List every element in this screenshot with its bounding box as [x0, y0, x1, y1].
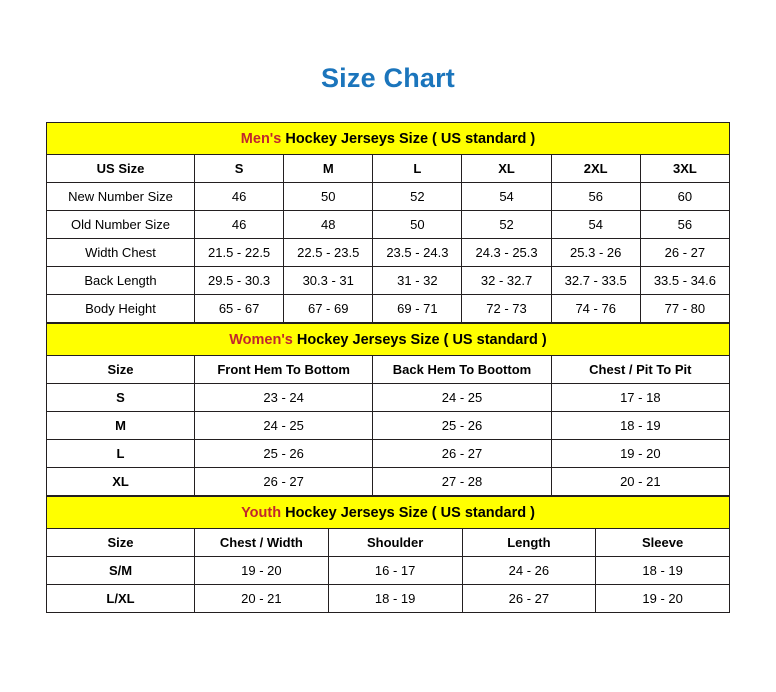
mens-col-3: L: [373, 155, 462, 183]
mens-row-0-cell-3: 54: [462, 183, 551, 211]
table-row: [47, 412, 730, 440]
mens-col-0: US Size: [47, 155, 195, 183]
womens-row-3-cell-2: 20 - 21: [551, 468, 729, 496]
womens-row-0-cell-2: 17 - 18: [551, 384, 729, 412]
youth-row-1-cell-1: 18 - 19: [328, 585, 462, 613]
mens-row-4-label: Body Height: [47, 295, 195, 323]
mens-col-2: M: [284, 155, 373, 183]
womens-row-3-cell-0: 26 - 27: [195, 468, 373, 496]
mens-row-1-cell-4: 54: [551, 211, 640, 239]
mens-row-2-cell-3: 24.3 - 25.3: [462, 239, 551, 267]
mens-row-4-cell-0: 65 - 67: [195, 295, 284, 323]
womens-header-accent: Women's: [229, 331, 293, 348]
mens-row-0-cell-1: 50: [284, 183, 373, 211]
mens-row-3-label: Back Length: [47, 267, 195, 295]
mens-row-3-cell-1: 30.3 - 31: [284, 267, 373, 295]
table-row: [47, 384, 730, 412]
mens-row-3-cell-2: 31 - 32: [373, 267, 462, 295]
mens-row-3-cell-0: 29.5 - 30.3: [195, 267, 284, 295]
mens-col-6: 3XL: [640, 155, 729, 183]
mens-col-5: 2XL: [551, 155, 640, 183]
mens-row-2-cell-1: 22.5 - 23.5: [284, 239, 373, 267]
mens-column-header-row: [47, 155, 730, 183]
mens-row-0-cell-2: 52: [373, 183, 462, 211]
youth-row-1-cell-0: 20 - 21: [195, 585, 329, 613]
page-title: Size Chart: [320, 63, 456, 93]
mens-row-1-label: Old Number Size: [47, 211, 195, 239]
mens-row-4-cell-4: 74 - 76: [551, 295, 640, 323]
youth-row-0-cell-0: 19 - 20: [195, 557, 329, 585]
youth-col-1: Chest / Width: [195, 529, 329, 557]
youth-col-0: Size: [47, 529, 195, 557]
mens-row-0-cell-0: 46: [195, 183, 284, 211]
youth-row-0-label: S/M: [47, 557, 195, 585]
womens-row-0-cell-1: 24 - 25: [373, 384, 551, 412]
mens-row-1-cell-5: 56: [640, 211, 729, 239]
youth-section-header-row: [47, 497, 730, 529]
womens-row-1-label: M: [47, 412, 195, 440]
youth-row-0-cell-1: 16 - 17: [328, 557, 462, 585]
table-row: [47, 267, 730, 295]
youth-header-accent: Youth: [241, 504, 282, 521]
youth-size-table: [46, 496, 730, 613]
mens-section-header: [47, 123, 730, 155]
table-row: [47, 211, 730, 239]
womens-row-1-cell-0: 24 - 25: [195, 412, 373, 440]
youth-row-0-cell-3: 18 - 19: [596, 557, 730, 585]
womens-row-1-cell-1: 25 - 26: [373, 412, 551, 440]
womens-col-1: Front Hem To Bottom: [195, 356, 373, 384]
mens-header-rest: Hockey Jerseys Size ( US standard ): [281, 130, 536, 147]
table-row: [47, 585, 730, 613]
mens-size-table: [46, 122, 730, 323]
mens-row-3-cell-3: 32 - 32.7: [462, 267, 551, 295]
mens-row-3-cell-4: 32.7 - 33.5: [551, 267, 640, 295]
youth-col-3: Length: [462, 529, 596, 557]
mens-row-1-cell-3: 52: [462, 211, 551, 239]
table-row: [47, 295, 730, 323]
mens-row-2-cell-2: 23.5 - 24.3: [373, 239, 462, 267]
youth-row-1-label: L/XL: [47, 585, 195, 613]
size-tables: [46, 94, 730, 613]
mens-row-4-cell-2: 69 - 71: [373, 295, 462, 323]
mens-col-4: XL: [462, 155, 551, 183]
womens-row-3-cell-1: 27 - 28: [373, 468, 551, 496]
womens-col-0: Size: [47, 356, 195, 384]
youth-row-1-cell-3: 19 - 20: [596, 585, 730, 613]
womens-row-1-cell-2: 18 - 19: [551, 412, 729, 440]
womens-section-header-row: [47, 324, 730, 356]
womens-row-0-label: S: [47, 384, 195, 412]
womens-header-rest: Hockey Jerseys Size ( US standard ): [292, 331, 547, 348]
mens-row-4-cell-3: 72 - 73: [462, 295, 551, 323]
youth-col-2: Shoulder: [328, 529, 462, 557]
mens-row-1-cell-0: 46: [195, 211, 284, 239]
mens-row-3-cell-5: 33.5 - 34.6: [640, 267, 729, 295]
mens-row-4-cell-1: 67 - 69: [284, 295, 373, 323]
mens-row-2-label: Width Chest: [47, 239, 195, 267]
mens-col-1: S: [195, 155, 284, 183]
mens-row-1-cell-1: 48: [284, 211, 373, 239]
womens-row-2-label: L: [47, 440, 195, 468]
youth-row-1-cell-2: 26 - 27: [462, 585, 596, 613]
womens-col-2: Back Hem To Boottom: [373, 356, 551, 384]
youth-row-0-cell-2: 24 - 26: [462, 557, 596, 585]
mens-header-accent: Men's: [240, 130, 282, 147]
mens-row-0-cell-4: 56: [551, 183, 640, 211]
table-row: [47, 183, 730, 211]
womens-row-0-cell-0: 23 - 24: [195, 384, 373, 412]
womens-row-3-label: XL: [47, 468, 195, 496]
womens-column-header-row: [47, 356, 730, 384]
table-row: [47, 440, 730, 468]
womens-section-header: [47, 324, 730, 356]
table-row: [47, 239, 730, 267]
womens-row-2-cell-0: 25 - 26: [195, 440, 373, 468]
youth-column-header-row: [47, 529, 730, 557]
womens-col-3: Chest / Pit To Pit: [551, 356, 729, 384]
womens-size-table: [46, 323, 730, 496]
youth-section-header: [47, 497, 730, 529]
mens-row-2-cell-5: 26 - 27: [640, 239, 729, 267]
youth-col-4: Sleeve: [596, 529, 730, 557]
table-row: [47, 557, 730, 585]
table-row: [47, 468, 730, 496]
mens-row-0-cell-5: 60: [640, 183, 729, 211]
womens-row-2-cell-1: 26 - 27: [373, 440, 551, 468]
mens-row-2-cell-0: 21.5 - 22.5: [195, 239, 284, 267]
youth-header-rest: Hockey Jerseys Size ( US standard ): [281, 504, 535, 521]
mens-row-2-cell-4: 25.3 - 26: [551, 239, 640, 267]
mens-row-4-cell-5: 77 - 80: [640, 295, 729, 323]
mens-row-0-label: New Number Size: [47, 183, 195, 211]
mens-section-header-row: [47, 123, 730, 155]
mens-row-1-cell-2: 50: [373, 211, 462, 239]
womens-row-2-cell-2: 19 - 20: [551, 440, 729, 468]
